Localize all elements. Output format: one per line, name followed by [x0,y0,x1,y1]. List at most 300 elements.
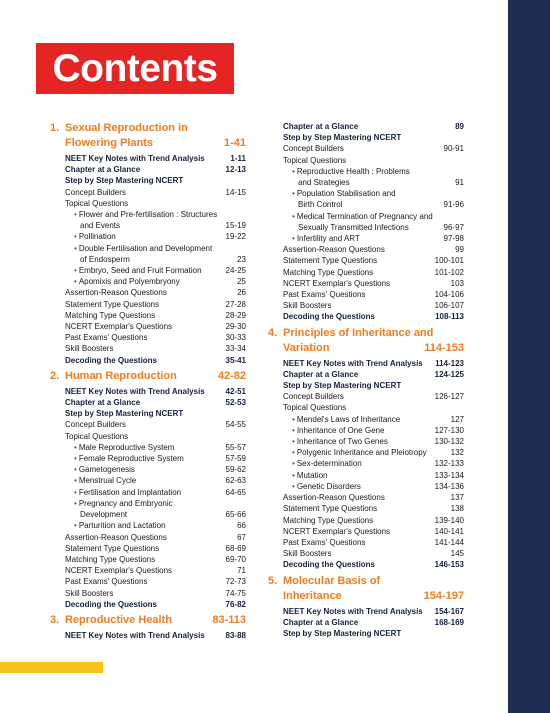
toc-entry-text: Step by Step Mastering NCERT [65,409,184,419]
toc-entry-text: Chapter at a Glance [283,617,359,627]
toc-entry[interactable] [65,209,246,220]
chapter-heading[interactable] [50,370,246,386]
toc-entry[interactable] [283,402,464,413]
chapter-number: 2. [50,369,60,382]
toc-entry[interactable] [283,121,464,132]
toc-entry-text: Past Exams' Questions [65,577,148,587]
toc-entry-label [65,532,167,543]
toc-entry-label [74,453,184,464]
toc-entries [50,386,246,610]
bullet-icon: • [74,498,77,508]
toc-entry[interactable] [65,431,246,442]
toc-entry-pages: 140-141 [434,526,464,536]
bullet-icon: • [74,277,77,287]
toc-entry-text: Matching Type Questions [65,310,156,320]
toc-entry-label [292,166,410,177]
toc-entry-pages: 68-69 [225,543,246,553]
toc-entry[interactable] [283,177,464,188]
toc-entry-pages: 59-62 [225,465,246,475]
toc-entry[interactable] [283,211,464,222]
toc-entry-label [283,369,358,380]
toc-entry-pages: 114-123 [435,358,464,368]
toc-entry-label [65,321,172,332]
toc-entries [268,606,464,640]
toc-entry[interactable] [283,267,464,278]
toc-entry-text: Male Reproductive System [78,442,175,452]
toc-entry-label [283,492,385,503]
toc-entry-text: Sexually Transmitted Infections [298,222,409,232]
toc-entry-pages: 67 [237,532,246,542]
toc-entry-label [65,153,205,164]
chapter-heading[interactable] [50,122,246,153]
toc-entry-label [65,419,126,430]
toc-entry[interactable] [283,188,464,199]
toc-entry[interactable] [65,164,246,175]
toc-entry-label [292,447,427,458]
toc-entry[interactable] [65,588,246,599]
toc-entry-pages: 145 [450,549,464,559]
toc-entry-label [292,211,433,222]
toc-entry[interactable] [283,606,464,617]
toc-entry-label [65,599,157,610]
toc-entry[interactable] [283,278,464,289]
toc-entry-pages: 66 [237,521,246,531]
toc-entry-text: Chapter at a Glance [283,369,359,379]
toc-entry-text: Concept Builders [65,420,126,430]
toc-entry[interactable] [65,332,246,343]
toc-entry[interactable] [65,299,246,310]
chapter-heading[interactable] [50,614,246,630]
toc-entry-pages: 132 [450,448,464,458]
toc-entry[interactable] [283,358,464,369]
toc-entry[interactable] [65,442,246,453]
chapter-title-block [65,370,246,386]
toc-entry-pages: 14-15 [225,187,246,197]
toc-entry-pages: 72-73 [225,577,246,587]
bullet-icon: • [74,521,77,531]
toc-entry-pages: 15-19 [225,221,246,231]
toc-entry-text: Step by Step Mastering NCERT [65,176,184,186]
toc-entry-text: Apomixis and Polyembryony [78,277,180,287]
toc-entry-label [292,222,409,233]
toc-entry-text: Assertion-Reason Questions [65,288,167,298]
chapter-title-line [283,327,464,342]
toc-entry[interactable] [283,369,464,380]
toc-entry[interactable] [283,391,464,402]
bullet-icon: • [74,442,77,452]
toc-entry[interactable] [283,289,464,300]
toc-entry-text: and Events [80,221,121,231]
toc-entry[interactable] [283,311,464,322]
toc-entry-label [65,576,147,587]
chapter-title-block [283,327,464,358]
toc-entry-pages: 65-66 [225,510,246,520]
toc-entry[interactable] [65,198,246,209]
toc-entry-text: NEET Key Notes with Trend Analysis [283,358,423,368]
toc-entry-pages: 90-91 [443,144,464,154]
toc-entry-text: of Endosperm [80,254,130,264]
toc-entry-label [283,278,390,289]
toc-entry-text: Medical Termination of Pregnancy and [296,211,433,221]
toc-entry-pages: 28-29 [225,310,246,320]
toc-entry-text: Chapter at a Glance [65,165,141,175]
toc-entry-label [283,537,365,548]
toc-entry-label [74,276,180,287]
toc-entry-label [65,287,167,298]
chapter-pages: 154-197 [423,589,464,602]
toc-entry[interactable] [65,153,246,164]
toc-entry-pages: 137 [450,493,464,503]
chapter-title: Principles of Inheritance and [283,326,434,339]
toc-entry-label [65,164,140,175]
toc-entry[interactable] [65,532,246,543]
toc-entry[interactable] [283,380,464,391]
toc-entry-text: Skill Boosters [65,588,114,598]
toc-entry-label [65,543,159,554]
toc-entry[interactable] [283,143,464,154]
toc-entry-pages: 42-51 [225,386,246,396]
toc-entry-label [74,209,217,220]
toc-entry-label [283,255,377,266]
toc-entry-label [283,617,358,628]
toc-entry-text: Inheritance of Two Genes [296,437,388,447]
toc-entry-label [283,311,375,322]
toc-entry-label [65,198,128,209]
toc-entry[interactable] [283,244,464,255]
toc-entry-pages: 133-134 [434,470,464,480]
toc-entry[interactable] [65,276,246,287]
toc-entry-text: Statement Type Questions [283,256,378,266]
toc-entry[interactable] [65,487,246,498]
toc-entry[interactable] [65,475,246,486]
toc-entry-pages: 71 [237,566,246,576]
toc-entry-label [74,265,202,276]
toc-entry-pages: 104-106 [434,290,464,300]
toc-entries [50,153,246,366]
toc-entry[interactable] [65,243,246,254]
toc-entry-pages: 76-82 [225,599,246,609]
toc-entry[interactable] [283,436,464,447]
toc-entry-label [283,267,373,278]
toc-entry-pages: 26 [237,288,246,298]
toc-entry-text: NCERT Exemplar's Questions [65,322,173,332]
page-title: Contents [36,43,234,94]
toc-entry-pages: 29-30 [225,322,246,332]
toc-entry-pages: 106-107 [434,301,464,311]
toc-entry-label [65,554,155,565]
bullet-icon: • [292,425,295,435]
toc-entry-text: Genetic Disorders [296,481,361,491]
toc-entry[interactable] [65,498,246,509]
toc-entry-text: Skill Boosters [283,549,332,559]
toc-entry-pages: 130-132 [434,437,464,447]
toc-entry-pages: 168-169 [434,617,464,627]
toc-entry-label [74,442,174,453]
toc-entry-text: Gametogenesis [78,465,135,475]
toc-entry-label [283,526,390,537]
bullet-icon: • [292,481,295,491]
toc-entry[interactable] [283,155,464,166]
toc-entry[interactable] [283,222,464,233]
toc-entry-label [283,289,365,300]
toc-entry-text: Statement Type Questions [65,299,160,309]
right-sidebar-band [508,0,550,713]
toc-entry-label [65,408,183,419]
chapter-title: Sexual Reproduction in [65,122,188,134]
toc-entry-text: Concept Builders [283,392,344,402]
toc-entry[interactable] [65,220,246,231]
toc-entry-label [283,391,344,402]
toc-entry-text: Female Reproductive System [78,454,184,464]
toc-entry-text: Pollination [78,232,116,242]
toc-entry-label [74,231,116,242]
toc-entry-pages: 62-63 [225,476,246,486]
toc-entry[interactable] [65,464,246,475]
toc-entry-label [292,481,361,492]
toc-entry[interactable] [283,526,464,537]
toc-entry[interactable] [283,515,464,526]
toc-entry[interactable] [65,397,246,408]
toc-entry-label [283,132,401,143]
chapter-number: 4. [268,326,278,339]
toc-entry-text: Mutation [296,470,328,480]
toc-entry[interactable] [283,132,464,143]
toc-entry-text: NCERT Exemplar's Questions [283,278,391,288]
toc-entry-text: Polygenic Inheritance and Pleiotropy [296,448,427,458]
toc-entry-pages: 35-41 [225,355,246,365]
toc-entry-pages: 69-70 [225,554,246,564]
toc-entry[interactable] [65,187,246,198]
toc-entry-text: Step by Step Mastering NCERT [283,381,402,391]
toc-entry-text: NEET Key Notes with Trend Analysis [283,606,423,616]
toc-entry[interactable] [283,548,464,559]
toc-entries [50,630,246,641]
toc-entry-pages: 74-75 [225,588,246,598]
toc-entry[interactable] [65,265,246,276]
bullet-icon: • [292,189,295,199]
chapter-title-line [65,137,246,153]
toc-entry-label [292,470,328,481]
toc-entry-text: Mendel's Laws of Inheritance [296,414,401,424]
toc-entry[interactable] [65,554,246,565]
toc-entry-pages: 52-53 [225,398,246,408]
toc-entry-text: NEET Key Notes with Trend Analysis [65,630,205,640]
toc-entry-label [283,300,331,311]
toc-entry-label [283,244,385,255]
toc-entry[interactable] [65,355,246,366]
bullet-icon: • [292,448,295,458]
bullet-icon: • [74,487,77,497]
toc-entry-text: Sex-determination [296,459,362,469]
toc-entry-text: Matching Type Questions [283,515,374,525]
toc-entry-label [283,606,423,617]
toc-entry-text: Pregnancy and Embryonic [78,498,173,508]
toc-entry[interactable] [65,287,246,298]
toc-entry[interactable] [283,414,464,425]
toc-entry-text: Concept Builders [283,144,344,154]
toc-entry-pages: 126-127 [434,392,464,402]
chapter-heading[interactable] [268,327,464,358]
toc-entry-label [74,487,181,498]
toc-entry-label [292,188,396,199]
toc-entry-pages: 33-34 [225,344,246,354]
chapter-title-block [65,614,246,630]
toc-entry[interactable] [65,408,246,419]
toc-entry-label [65,355,157,366]
toc-entry[interactable] [65,599,246,610]
toc-entry-label [65,630,205,641]
toc-entry-label [74,498,173,509]
toc-entry[interactable] [283,458,464,469]
toc-entry[interactable] [283,166,464,177]
toc-entry[interactable] [283,481,464,492]
toc-entry-text: Topical Questions [283,155,347,165]
toc-entry[interactable] [283,199,464,210]
chapter-title: Human Reproduction [65,369,177,382]
bottom-accent-bar [0,662,103,673]
toc-entry-text: Topical Questions [65,198,129,208]
chapter-pages: 1-41 [223,137,246,149]
toc-entry-pages: 127-130 [434,425,464,435]
toc-entry-text: Development [80,510,128,520]
toc-entry[interactable] [283,503,464,514]
toc-entry-label [65,187,126,198]
toc-entry-pages: 30-33 [225,333,246,343]
toc-entry-text: and Strategies [298,178,350,188]
toc-entry-text: Skill Boosters [65,344,114,354]
toc-entry[interactable] [283,617,464,628]
toc-entry[interactable] [283,470,464,481]
toc-entry-text: Decoding the Questions [283,312,376,322]
toc-entry-label [292,436,388,447]
toc-entry-pages: 54-55 [225,420,246,430]
toc-entry-pages: 64-65 [225,487,246,497]
toc-entry-label [283,121,358,132]
toc-entry-pages: 127 [450,414,464,424]
bullet-icon: • [74,454,77,464]
toc-entry-label [283,515,373,526]
toc-entry-pages: 57-59 [225,454,246,464]
toc-entry-label [292,414,400,425]
toc-entry-pages: 134-136 [434,481,464,491]
toc-entry-pages: 24-25 [225,266,246,276]
toc-entry-pages: 96-97 [443,222,464,232]
toc-entry-pages: 154-167 [434,606,464,616]
toc-entry-pages: 83-88 [225,630,246,640]
toc-entry-text: Decoding the Questions [283,560,376,570]
bullet-icon: • [292,211,295,221]
toc-entry[interactable] [65,386,246,397]
toc-entry[interactable] [283,447,464,458]
bullet-icon: • [74,243,77,253]
toc-entry-pages: 25 [237,277,246,287]
toc-entry-pages: 103 [450,278,464,288]
toc-entry-label [74,520,166,531]
toc-entry-label [65,343,113,354]
toc-entry[interactable] [65,343,246,354]
toc-entry-pages: 1-11 [230,154,246,163]
toc-entry[interactable] [283,233,464,244]
toc-entry[interactable] [283,492,464,503]
toc-entry[interactable] [65,419,246,430]
toc-entries [268,121,464,323]
chapter-pages: 114-153 [424,341,464,354]
toc-entry-text: Menstrual Cycle [78,476,137,486]
toc-entry-text: Double Fertilisation and Development [78,243,213,253]
toc-entry-text: Matching Type Questions [65,554,156,564]
chapter-title-line [283,342,464,358]
toc-entry[interactable] [65,565,246,576]
toc-entry[interactable] [65,321,246,332]
toc-entry-text: Population Stabilisation and [296,189,396,199]
toc-entry-text: Statement Type Questions [283,504,378,514]
toc-entry[interactable] [65,509,246,520]
toc-entry[interactable] [283,300,464,311]
bullet-icon: • [292,166,295,176]
bullet-icon: • [74,465,77,475]
bullet-icon: • [292,470,295,480]
contents-column-left [50,121,246,644]
toc-entry[interactable] [65,175,246,186]
toc-entry-pages: 91 [455,178,464,188]
toc-entry-text: Past Exams' Questions [65,333,148,343]
toc-entry[interactable] [283,255,464,266]
toc-entry-label [292,199,342,210]
toc-entry-label [65,175,183,186]
toc-entry-text: NEET Key Notes with Trend Analysis [65,386,205,396]
toc-entry[interactable] [65,254,246,265]
chapter-title: Reproductive Health [65,613,172,626]
toc-entry-label [292,458,362,469]
chapter-pages: 42-82 [217,369,246,382]
toc-entry[interactable] [65,453,246,464]
toc-entry[interactable] [283,537,464,548]
toc-entries [268,358,464,571]
toc-entry-label [65,332,147,343]
chapter-title-line [283,590,464,606]
toc-entry-pages: 12-13 [225,165,246,175]
toc-entry-label [283,503,377,514]
toc-entry-pages: 23 [237,254,246,264]
toc-entry[interactable] [65,576,246,587]
toc-entry[interactable] [65,231,246,242]
toc-entry[interactable] [65,520,246,531]
toc-entry-label [74,220,120,231]
toc-entry[interactable] [65,543,246,554]
toc-entry[interactable] [283,559,464,570]
toc-entry-pages: 124-125 [434,369,464,379]
toc-entry[interactable] [283,628,464,639]
toc-entry-text: Step by Step Mastering NCERT [283,628,402,638]
toc-entry-label [283,559,375,570]
toc-entry[interactable] [283,425,464,436]
toc-entry-text: Embryo, Seed and Fruit Formation [78,266,202,276]
toc-entry-text: Topical Questions [283,403,347,413]
chapter-title: Inheritance [283,589,342,602]
toc-entry-label [65,299,159,310]
bullet-icon: • [74,210,77,220]
chapter-heading[interactable] [268,575,464,606]
toc-entry-text: Past Exams' Questions [283,537,366,547]
bullet-icon: • [74,232,77,242]
contents-column-right [268,121,464,642]
toc-entry[interactable] [65,310,246,321]
chapter-title: Flowering Plants [65,137,154,149]
toc-entry[interactable] [65,630,246,641]
chapter-number: 5. [268,574,278,587]
toc-entry-label [283,548,331,559]
toc-entry-text: Matching Type Questions [283,267,374,277]
